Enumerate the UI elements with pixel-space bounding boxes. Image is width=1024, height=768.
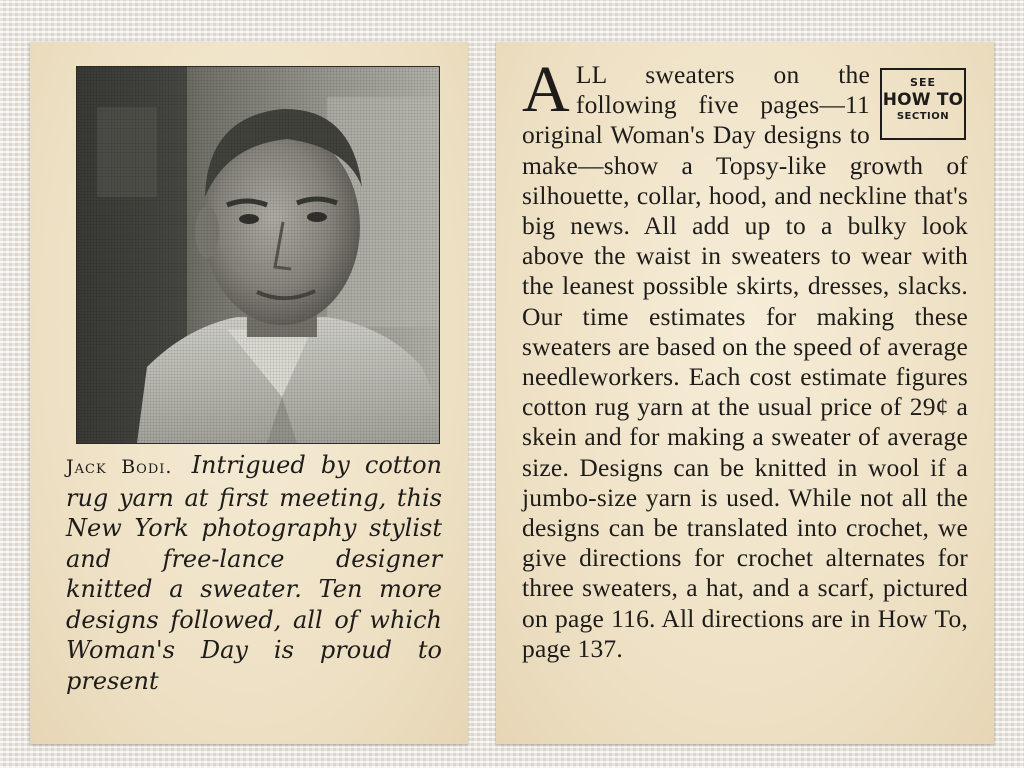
- article-body: [522, 53, 968, 664]
- how-to-label: HOW TO: [882, 90, 964, 110]
- see-how-to-box: [880, 68, 966, 140]
- portrait-photo: [76, 66, 440, 444]
- right-page-panel: [496, 42, 994, 744]
- section-label: SECTION: [896, 111, 950, 122]
- drop-cap: A: [522, 53, 570, 126]
- article-paragraph: LL sweaters on the following five pages—11 original Woman's Day designs to make—show a Topsy-like growth of silhouette, collar, hood, and neckline that's big news. All add up to a bulky look above the waist in sweaters to wear with the leanest possible skirts, dresses, slacks. Our time estimates for making these sweaters are based on the speed of average needleworkers. Each cost estimate figures cotton rug yarn at the usual price of 29¢ a skein and for making a sweater of average size. Designs can be knitted in wool if a jumbo-size yarn is used. While not all the designs can be translated into crochet, we give directions for crochet alternates for three sweaters, a hat, and a scarf, pictured on page 116. All directions are in How To, page 137.: [522, 60, 968, 663]
- portrait-illustration: [77, 67, 439, 443]
- caption-name: Jack Bodi.: [66, 456, 173, 478]
- photo-caption: [66, 450, 442, 696]
- caption-text: Intrigued by cotton rug yarn at first meeting, this New York photography stylist and free-lance designer knitted a sweater. Ten more designs followed, all of which Woman's Day is proud to present: [66, 451, 442, 695]
- left-page-panel: [30, 42, 468, 744]
- see-label: SEE: [910, 76, 936, 89]
